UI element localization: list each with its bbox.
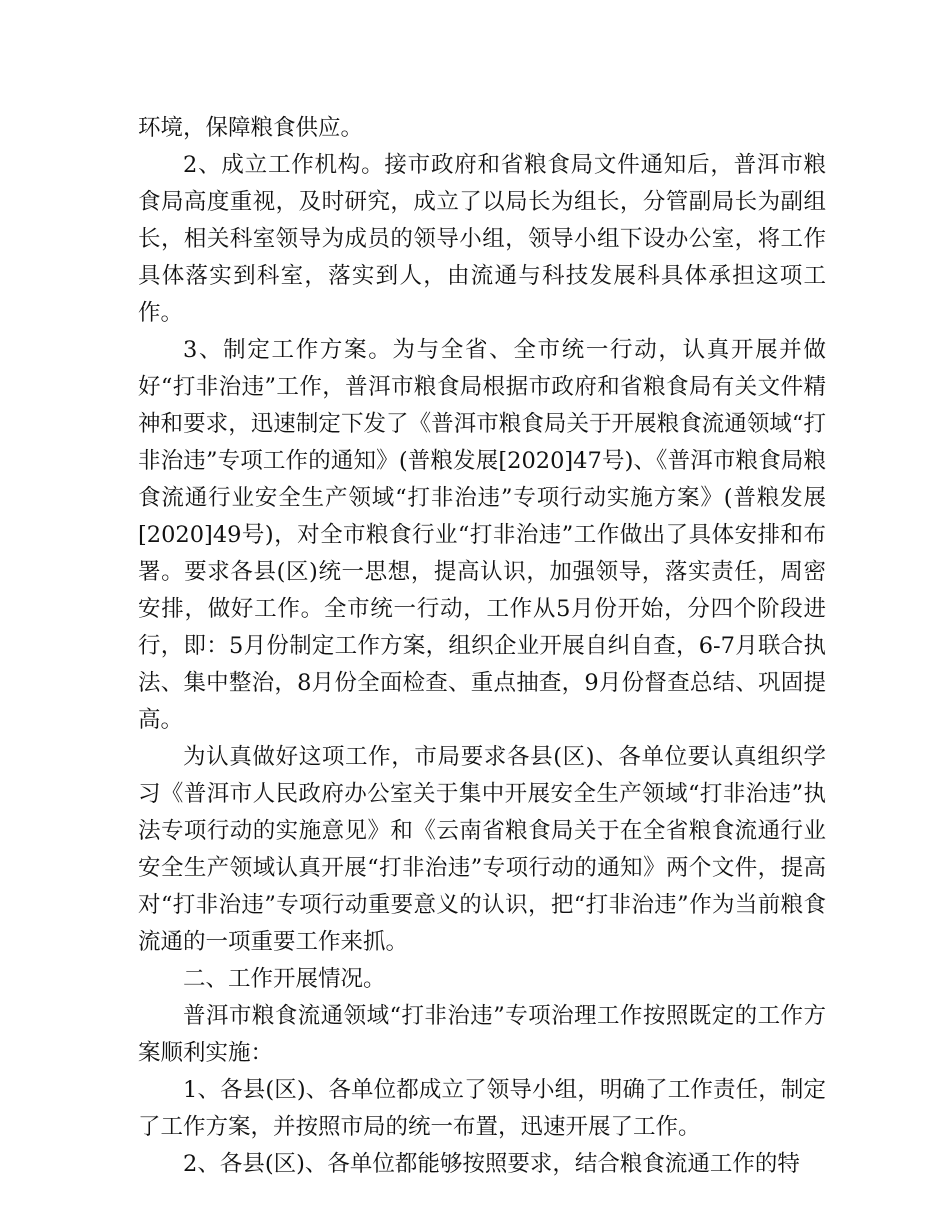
paragraph-continuation: 环境，保障粮食供应。 bbox=[138, 115, 364, 141]
paragraph-implementation: 普洱市粮食流通领域“打非治违”专项治理工作按照既定的工作方案顺利实施： bbox=[138, 1003, 826, 1066]
paragraph-item-2: 2、各县(区)、各单位都能够按照要求，结合粮食流通工作的特 bbox=[183, 1151, 800, 1177]
paragraph-study-documents: 为认真做好这项工作，市局要求各县(区)、各单位要认真组织学习《普洱市人民政府办公室关于集中开展安全生产领域“打非治违”执法专项行动的实施意见》和《云南省粮食局关于在全省粮食流通行业安全生产领域认真开展“打非治违”专项行动的通知》两个文件，提高对“打非治违”专项行动重要意义的认识，把“打非治违”作为当前粮食流通的一项重要工作来抓。 bbox=[138, 744, 826, 955]
paragraph-item-1: 1、各县(区)、各单位都成立了领导小组，明确了工作责任，制定了工作方案，并按照市局的统一布置，迅速开展了工作。 bbox=[138, 1077, 826, 1140]
section-heading-work-progress: 二、工作开展情况。 bbox=[183, 966, 386, 992]
paragraph-establish-organization: 2、成立工作机构。接市政府和省粮食局文件通知后，普洱市粮食局高度重视，及时研究，成立了以局长为组长，分管副局长为副组长，相关科室领导为成员的领导小组，领导小组下设办公室，将工作具体落实到科室，落实到人，由流通与科技发展科具体承担这项工作。 bbox=[138, 152, 826, 326]
document-body bbox=[138, 110, 826, 1183]
paragraph-work-plan: 3、制定工作方案。为与全省、全市统一行动，认真开展并做好“打非治违”工作，普洱市粮食局根据市政府和省粮食局有关文件精神和要求，迅速制定下发了《普洱市粮食局关于开展粮食流通领域“打非治违”专项工作的通知》(普粮发展[2020]47号)、《普洱市粮食局粮食流通行业安全生产领域“打非治违”专项行动实施方案》(普粮发展[2020]49号)，对全市粮食行业“打非治违”工作做出了具体安排和布署。要求各县(区)统一思想，提高认识，加强领导，落实责任，周密安排，做好工作。全市统一行动，工作从5月份开始，分四个阶段进行，即：5月份制定工作方案，组织企业开展自纠自查，6-7月联合执法、集中整治，8月份全面检查、重点抽查，9月份督查总结、巩固提高。 bbox=[138, 337, 826, 733]
